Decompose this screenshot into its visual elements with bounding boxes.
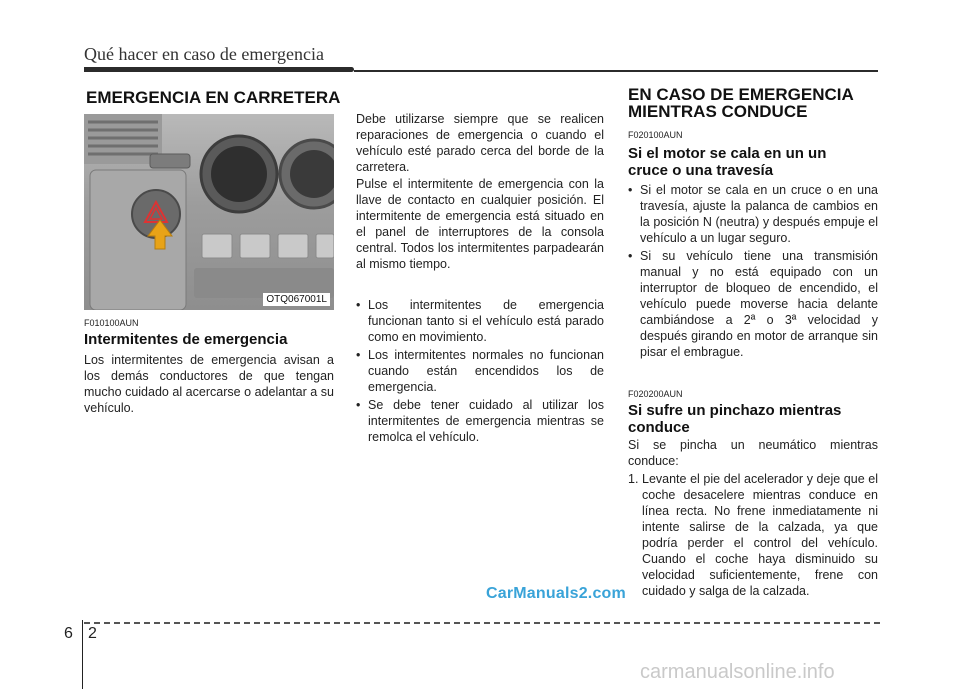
flat-tire-intro: Si se pincha un neumático mientras conduce: [628, 438, 878, 468]
dashboard-illustration [84, 114, 334, 310]
section-code: F020200AUN [628, 389, 683, 399]
list-item: • Se debe tener cuidado al utilizar los intermitentes de emergencia mientras se remolca el vehículo. [356, 397, 604, 445]
section-code: F010100AUN [84, 318, 139, 328]
page-header-title: Qué hacer en caso de emergencia [84, 44, 325, 64]
subheading-hazard-lights: Intermitentes de emergencia [84, 331, 288, 348]
footer-vertical-rule [82, 620, 83, 689]
subheading-engine-stalls: Si el motor se cala en un un cruce o una travesía [628, 145, 827, 179]
step-text: Levante el pie del acelerador y deje que el coche desacelere mientras conduce en línea recta. No frene inmediatamente ni intente salirse de la calzada, ya que podría perder el control del vehículo. Cuando el coche haya disminuido su velocidad suficientemente, frene con cuidado y salga de la calzada. [642, 472, 878, 598]
subheading-flat-tire: Si sufre un pinchazo mientras conduce [628, 402, 842, 436]
section-heading-roadside: EMERGENCIA EN CARRETERA [86, 88, 341, 107]
step-number: 1. [628, 472, 639, 486]
page-number: 2 [88, 625, 97, 642]
list-item: • Si su vehículo tiene una transmisión manual y no está equipado con un interruptor de bloqueo de encendido, el vehículo puede moverse hacia delante cambiándose a 2ª o 3ª velocidad y después girando en motor de arranque sin pisar el embrague. [628, 248, 878, 360]
header-bar [84, 67, 354, 72]
section-code: F020100AUN [628, 130, 683, 140]
bottom-watermark[interactable]: carmanualsonline.info [640, 661, 835, 683]
photo-caption-code: OTQ067001L [263, 293, 330, 306]
list-item: • Los intermitentes de emergencia funcionan tanto si el vehículo está parado como en movimiento. [356, 297, 604, 345]
footer-dashed-rule [84, 622, 880, 624]
flat-tire-steps [628, 471, 878, 601]
hazard-switch-photo [84, 114, 334, 310]
list-item: • Si el motor se cala en un cruce o en una travesía, ajuste la palanca de cambios en la posición N (neutra) y después empuje el vehículo a un lugar seguro. [628, 182, 878, 246]
watermark-link[interactable]: CarManuals2.com [486, 585, 626, 602]
page-section-number: 6 [64, 625, 73, 642]
hazard-notes-list [356, 297, 604, 447]
list-item [628, 471, 878, 599]
operation-paragraph: Pulse el intermitente de emergencia con la llave de contacto en cualquier posición. El intermitente de emergencia está situado en el panel de interruptores de la consola central. Todos los intermitentes parpadearán al mismo tiempo. [356, 177, 604, 271]
hazard-lights-paragraph: Los intermitentes de emergencia avisan a los demás conductores de que tengan mucho cuidado al acercarse o adelantar a su vehículo. [84, 353, 334, 415]
header-rule [354, 70, 878, 72]
usage-paragraph: Debe utilizarse siempre que se realicen reparaciones de emergencia o cuando el vehículo esté parado cerca del borde de la carretera. [356, 112, 604, 174]
list-item: • Los intermitentes normales no funcionan cuando están encendidos los de emergencia. [356, 347, 604, 395]
section-heading-driving-emergency: EN CASO DE EMERGENCIA MIENTRAS CONDUCE [628, 85, 854, 121]
engine-stall-list [628, 182, 878, 362]
